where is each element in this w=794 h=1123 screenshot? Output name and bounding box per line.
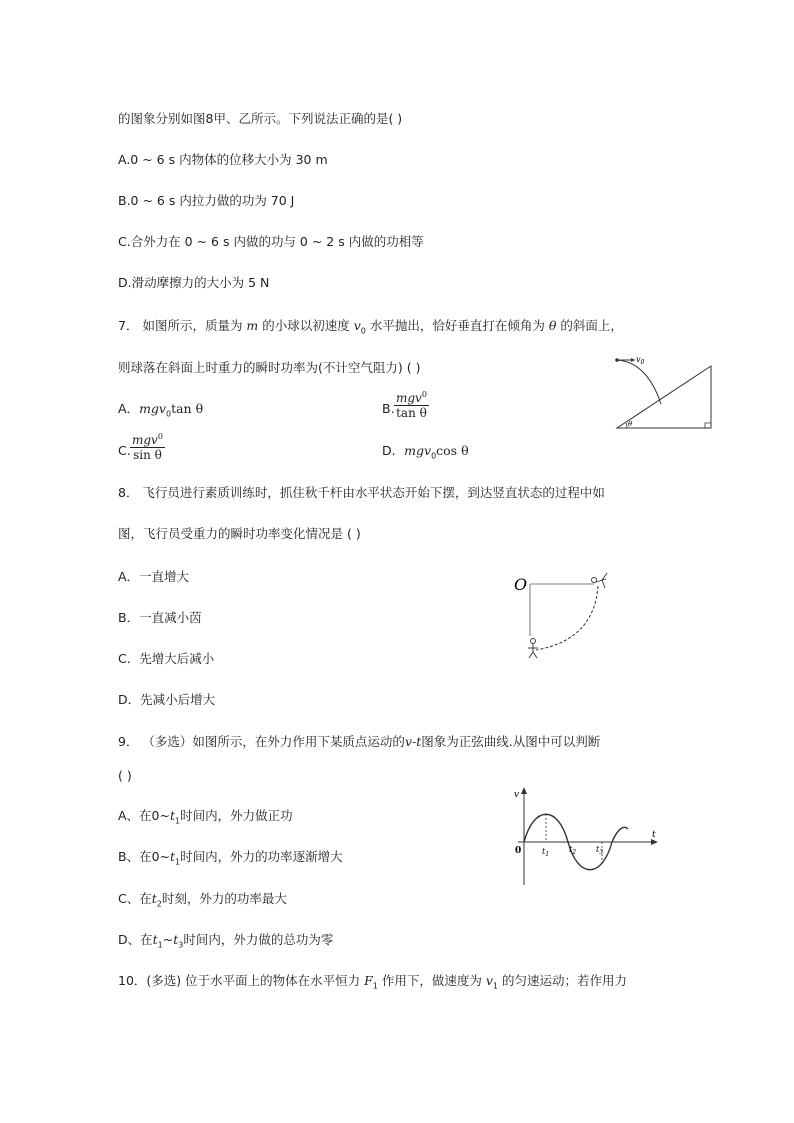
svg-text:t3: $t_3$ — [596, 845, 604, 856]
q8-swing-figure — [510, 570, 622, 662]
q8-option-c: C．先增大后减小 — [118, 651, 215, 666]
q10-stem-line1: 10．(多选) 位于水平面上的物体在水平恒力 $F_1$ 作用下，做速度为 $v_1$ 的匀速运动；若作用力 — [118, 973, 627, 991]
q9-option-c: C、在$t_2$时刻，外力的功率最大 — [118, 891, 287, 909]
q10-number: 10． — [118, 973, 147, 988]
svg-text:t: t — [652, 830, 656, 840]
angle-label: θ — [628, 420, 633, 428]
angle-arc — [626, 423, 627, 428]
q7-option-b-label: B. — [382, 401, 395, 416]
q6-option-a: A.0 ~ 6 s 内物体的位移大小为 30 m — [118, 152, 328, 167]
q9-vt-graph — [506, 785, 662, 889]
q7-stem-line2: 则球落在斜面上时重力的瞬时功率为(不计空气阻力) ( ) — [118, 360, 421, 375]
svg-text:0: 0 — [515, 846, 522, 856]
q8-option-a: A．一直增大 — [118, 569, 190, 584]
q8-option-b: B．一直减小苬 — [118, 610, 202, 625]
q7-option-c-label: C. — [118, 443, 131, 458]
svg-text:t1: $t_1$ — [542, 847, 550, 858]
ball-marker — [615, 358, 619, 362]
q8-stem-line2: 图，飞行员受重力的瞬时功率变化情况是 ( ) — [118, 526, 361, 541]
q8-stem-line1: 8． 飞行员进行素质训练时，抓住秋千杆由水平状态开始下摆，到达竖直状态的过程中如 — [118, 485, 605, 500]
svg-text:v: v — [514, 790, 520, 800]
q8-option-d: D．先减小后增大 — [118, 692, 216, 707]
q7-number: 7． — [118, 318, 139, 333]
svg-text:t2: $t_2$ — [569, 845, 577, 856]
v-axis-arrow — [521, 787, 527, 794]
velocity-arrowhead — [631, 358, 635, 362]
q9-option-d: D、在$t_1\sim t_3$时间内，外力做的总功为零 — [118, 932, 334, 950]
ball-trajectory — [617, 360, 661, 404]
q7-stem-line1: 7． 如图所示，质量为 m 的小球以初速度 $v_0$ 水平抛出，恰好垂直打在倾角为 θ 的斜面上， — [118, 318, 623, 336]
q9-number: 9． — [118, 734, 139, 749]
svg-text:v0: $v_0$ — [636, 355, 645, 366]
q6-option-c: C.合外力在 0 ~ 6 s 内做的功与 0 ~ 2 s 内做的功相等 — [118, 234, 424, 249]
q9-stem-line1: 9． （多选）如图所示，在外力作用下某质点运动的v-t图象为正弦曲线.从图中可以判断 — [118, 734, 601, 749]
q7-option-d: D．mgv$_0$cos θ — [382, 443, 469, 461]
q7-option-c-fraction: mgv$^0$ sin θ — [132, 432, 163, 462]
right-angle-mark — [705, 423, 711, 428]
q9-stem-line2: ( ) — [118, 768, 132, 783]
pilot-top-icon — [592, 573, 608, 588]
q7-option-b-fraction: mgv$^0$ tan θ — [396, 390, 427, 420]
q9-option-b: B、在$0\sim t_1$时间内，外力的功率逐渐增大 — [118, 849, 343, 867]
pivot-label: O — [514, 575, 528, 594]
q6-stem-tail: 的图象分别如图8甲、乙所示。下列说法正确的是( ) — [118, 111, 403, 126]
q7-incline-figure — [605, 352, 717, 434]
q7-option-a: A．mgv$_0$tan θ — [118, 401, 204, 419]
swing-path — [536, 586, 598, 650]
q6-option-d: D.滑动摩擦力的大小为 5 N — [118, 275, 270, 290]
q9-option-a: A、在$0\sim t_1$时间内，外力做正功 — [118, 808, 293, 826]
pilot-bottom-icon — [528, 639, 538, 659]
q6-option-b: B.0 ~ 6 s 内拉力做的功为 70 J — [118, 193, 295, 208]
incline-triangle — [617, 366, 711, 428]
